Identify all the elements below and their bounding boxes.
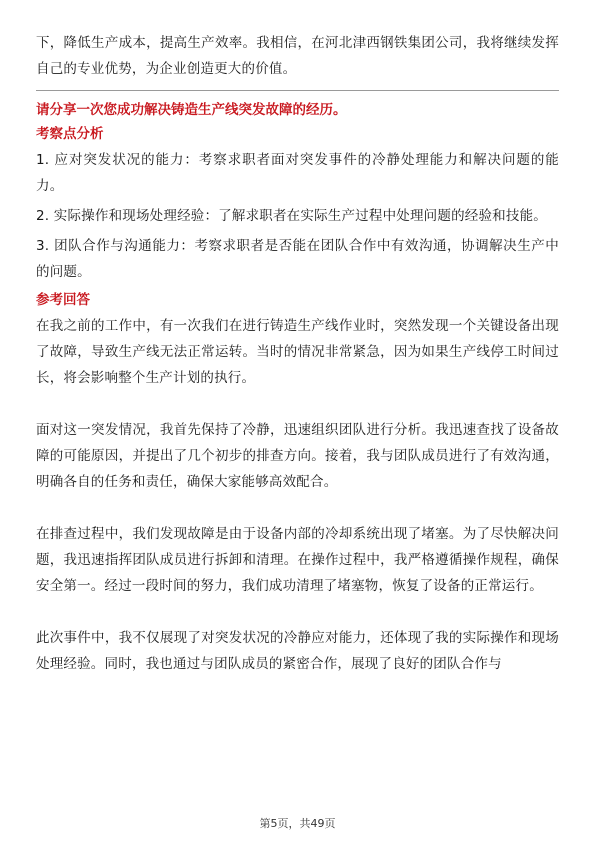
previous-answer-tail: 下，降低生产成本，提高生产效率。我相信，在河北津西钢铁集团公司，我将继续发挥自己的专业优势，为企业创造更大的价值。 xyxy=(36,35,559,77)
interview-question: 请分享一次您成功解决铸造生产线突发故障的经历。 xyxy=(36,102,347,118)
section-divider xyxy=(36,90,559,91)
page-content xyxy=(36,30,559,677)
answer-heading: 参考回答 xyxy=(36,292,90,308)
analysis-point: 1. 应对突发状况的能力：考察求职者面对突发事件的冷静处理能力和解决问题的能力。 xyxy=(36,152,559,194)
answer-paragraph: 在我之前的工作中，有一次我们在进行铸造生产线作业时，突然发现一个关键设备出现了故障，导致生产线无法正常运转。当时的情况非常紧急，因为如果生产线停工时间过长，将会影响整个生产计划的执行。 xyxy=(36,318,559,386)
answer-paragraph: 此次事件中，我不仅展现了对突发状况的冷静应对能力，还体现了我的实际操作和现场处理经验。同时，我也通过与团队成员的紧密合作，展现了良好的团队合作与 xyxy=(36,630,559,672)
analysis-point: 2. 实际操作和现场处理经验：了解求职者在实际生产过程中处理问题的经验和技能。 xyxy=(36,208,547,224)
page-number: 第5页，共49页 xyxy=(259,817,336,830)
analysis-heading: 考察点分析 xyxy=(36,126,104,142)
analysis-point: 3. 团队合作与沟通能力：考察求职者是否能在团队合作中有效沟通，协调解决生产中的问题。 xyxy=(36,238,559,280)
answer-paragraph: 在排查过程中，我们发现故障是由于设备内部的冷却系统出现了堵塞。为了尽快解决问题，我迅速指挥团队成员进行拆卸和清理。在操作过程中，我严格遵循操作规程，确保安全第一。经过一段时间的努力，我们成功清理了堵塞物，恢复了设备的正常运行。 xyxy=(36,526,559,594)
answer-paragraph: 面对这一突发情况，我首先保持了冷静，迅速组织团队进行分析。我迅速查找了设备故障的可能原因，并提出了几个初步的排查方向。接着，我与团队成员进行了有效沟通，明确各自的任务和责任，确保大家能够高效配合。 xyxy=(36,422,559,490)
